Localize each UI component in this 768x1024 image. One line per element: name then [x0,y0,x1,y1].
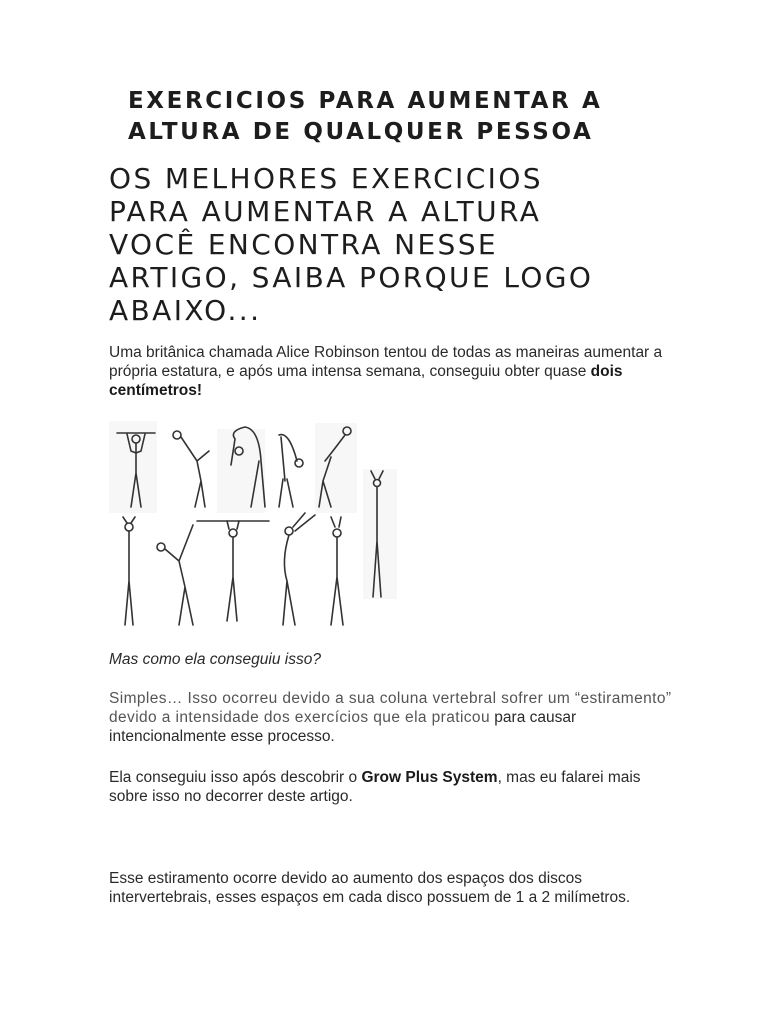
subtitle-line: VOCÊ ENCONTRA NESSE [109,228,498,261]
subtitle-line: ARTIGO, SAIBA PORQUE LOGO [109,261,594,294]
explanation-paragraph [109,689,679,746]
title-line: EXERCICIOS PARA AUMENTAR A [128,88,603,114]
article-subtitle [109,162,729,327]
discovery-text-before: Ela conseguiu isso após descobrir o [109,769,362,786]
question-text: Mas como ela conseguiu isso? [109,651,321,668]
discs-paragraph: Esse estiramento ocorre devido ao aumento dos espaços dos discos intervertebrais, esses espaços em cada disco possuem de 1 a 2 milímetros. [109,870,631,906]
explanation-light-text: Simples… Isso ocorreu devido a sua coluna vertebral sofrer um “estiramento” devido a intensidade dos exercícios que ela praticou [109,690,672,726]
subtitle-line: PARA AUMENTAR A ALTURA [109,195,542,228]
intro-text: Uma britânica chamada Alice Robinson tentou de todas as maneiras aumentar a própria estatura, e após uma intensa semana, conseguiu obter quase [109,344,663,380]
discovery-text-after: , mas eu falarei mais sobre isso no decorrer deste artigo. [109,769,641,805]
stretching-exercises-illustration [109,421,399,631]
title-line: ALTURA DE QUALQUER PESSOA [128,119,594,145]
article-title [128,86,688,148]
discovery-paragraph [109,768,679,806]
exercise-figures-icon [109,421,399,631]
explanation-normal-text: para causar intencionalmente esse processo. [109,709,577,745]
intro-highlight: dois centímetros! [109,363,623,399]
intro-paragraph [109,343,679,400]
subtitle-line: ABAIXO... [109,294,262,327]
subtitle-line: OS MELHORES EXERCICIOS [109,162,543,195]
product-name-link: Grow Plus System [361,769,498,786]
